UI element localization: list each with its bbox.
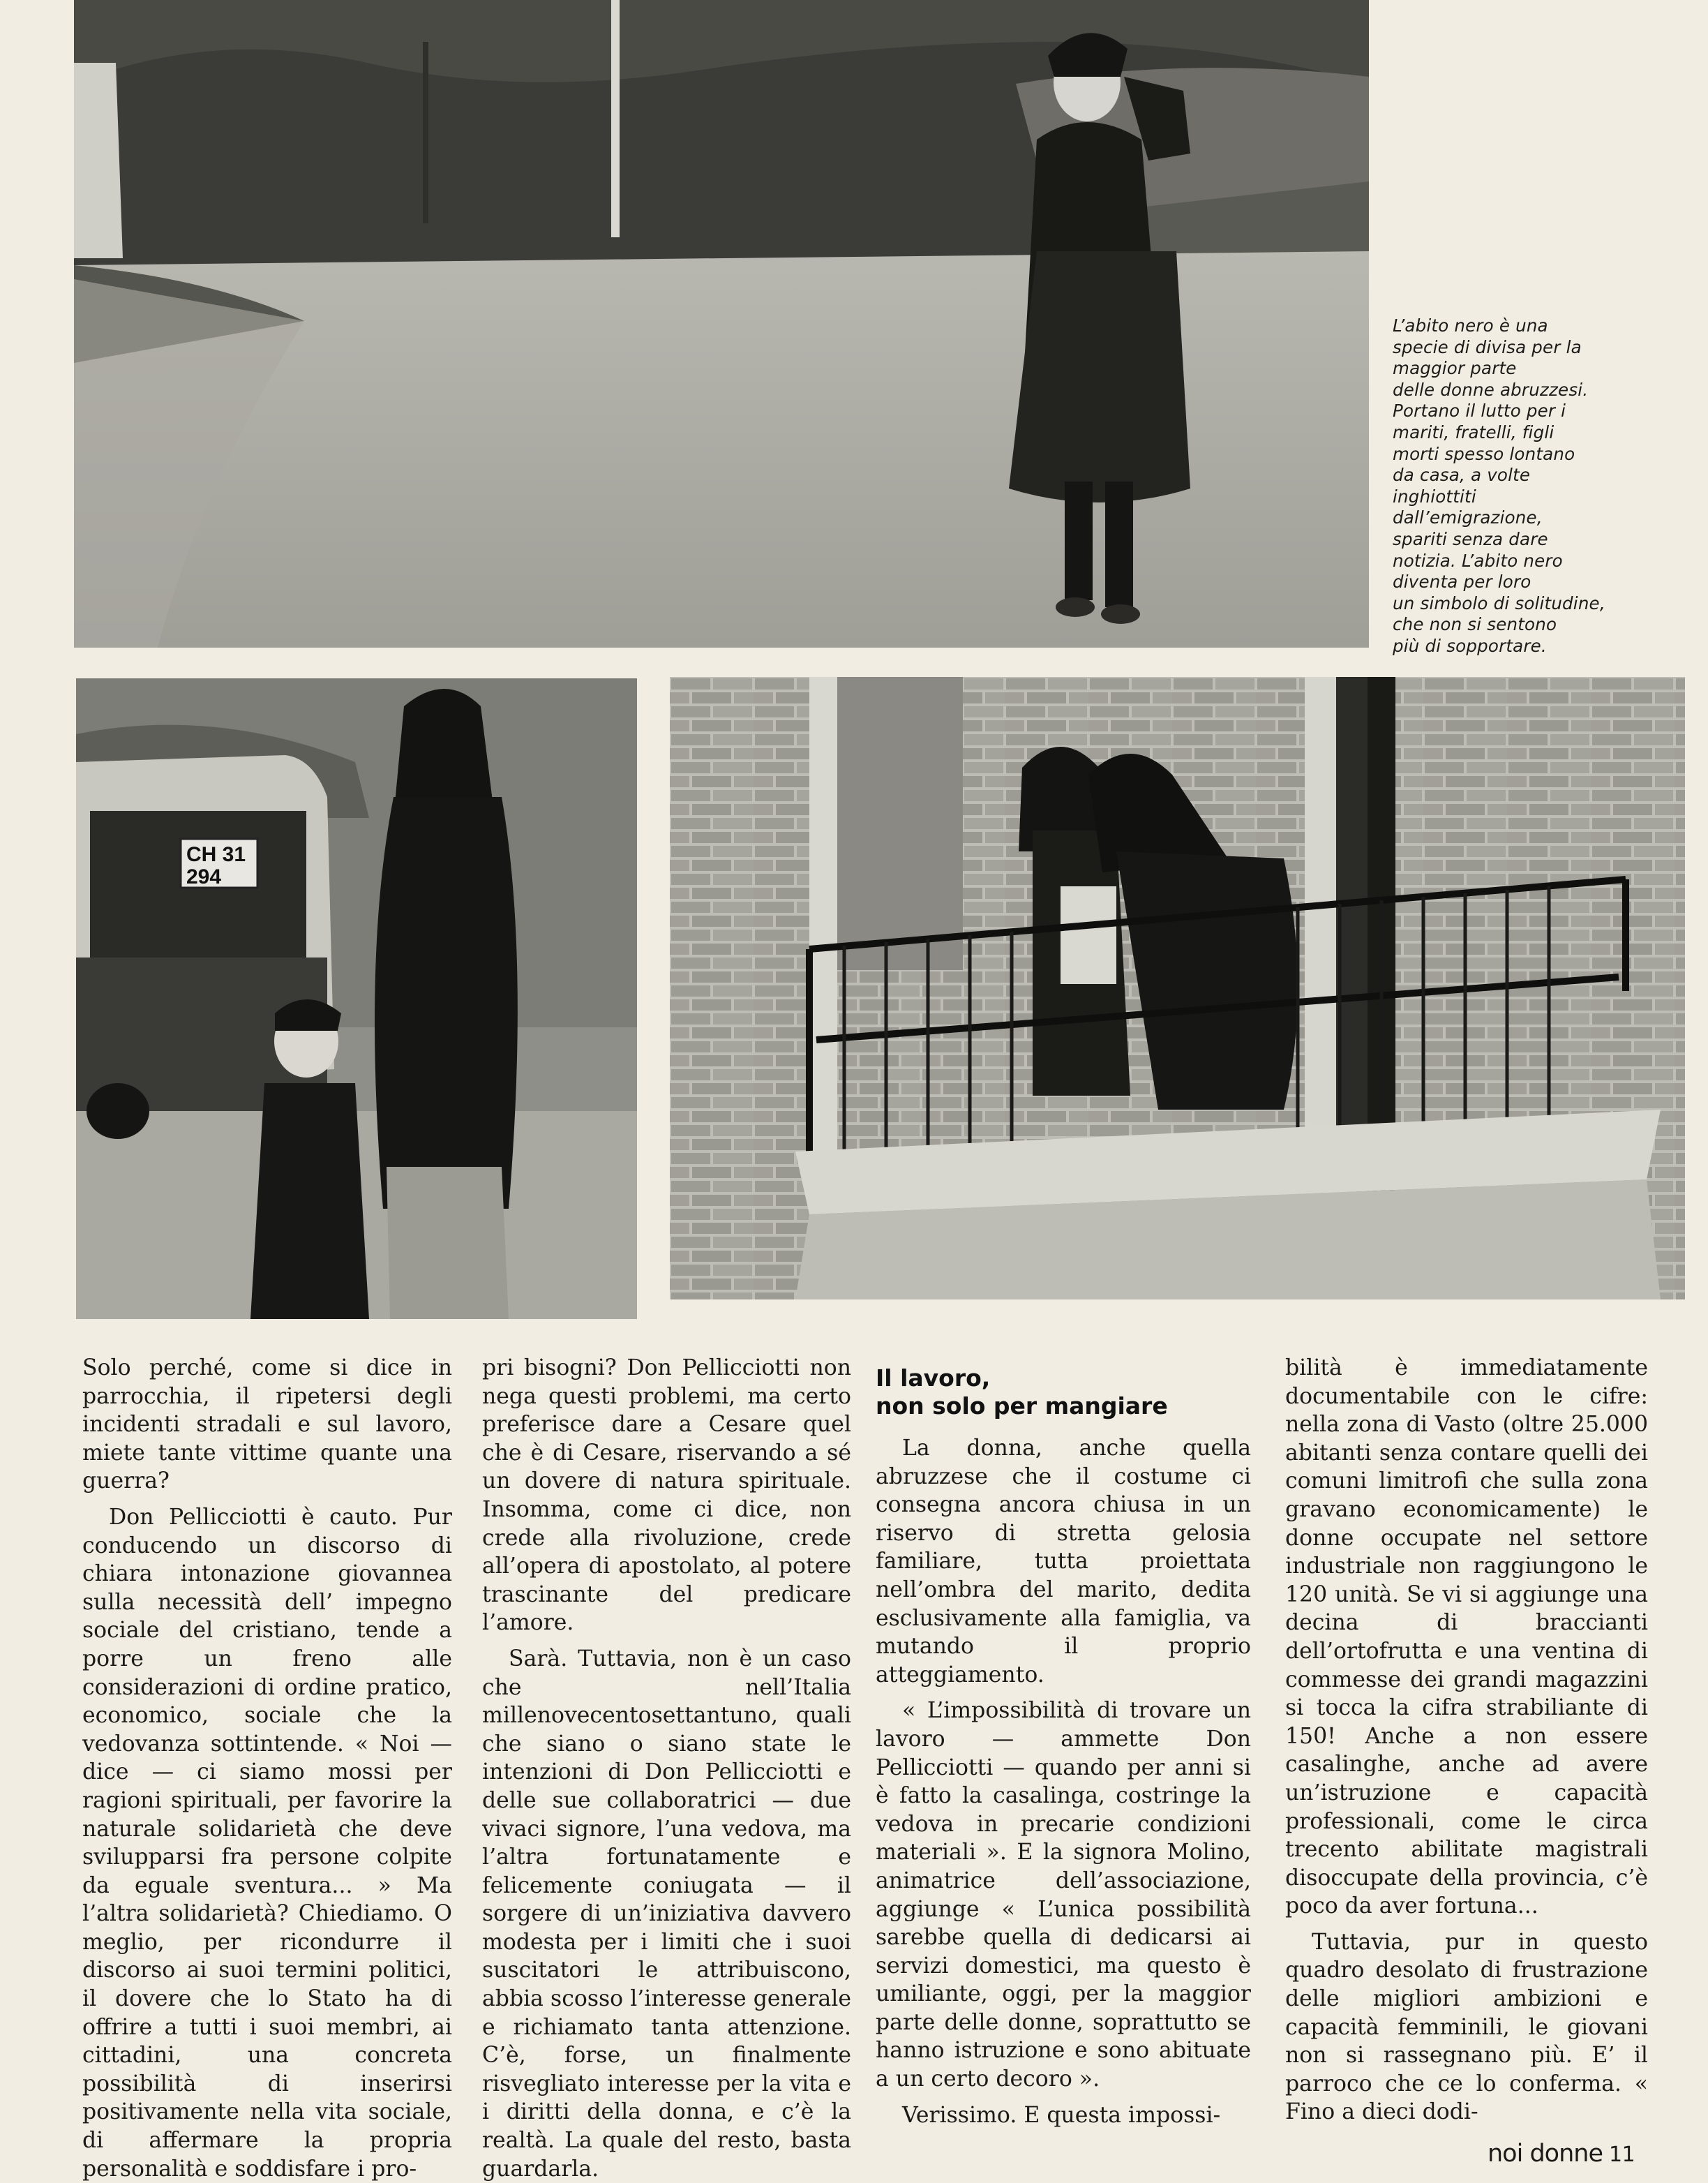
plate-line-1: CH 31 (186, 843, 246, 866)
text-column-4 (1285, 1354, 1648, 2125)
paragraph: pri bisogni? Don Pellicciotti non nega questi problemi, ma certo preferisce dare a Cesare quel che è di Cesare, riservando a sé un dovere di natura spirituale. Insomma, come ci dice, non crede alla rivoluzione, crede all’opera di apostolato, al potere trascinante del predicare l’amore. (482, 1355, 851, 1636)
paragraph: Don Pellicciotti è cauto. Pur conducendo un discorso di chiara intonazione giovannea sulla necessità dell’ impegno sociale del cristiano, tende a porre un freno alle considerazioni di ordine pratico, economico, sociale che la vedovanza sottintende. « Noi — dice — ci siamo mossi per ragioni spirituali, per favorire la naturale solidarietà che deve svilupparsi fra persone colpite da eguale sventura... » Ma l’altra solidarietà? Chiediamo. O meglio, per ricondurre il discorso ai suoi termini politici, il dovere che lo Stato ha di offrire a tutti i suoi membri, ai cittadini, una concreta possibilità di inserirsi positivamente nella vita sociale, di affermare la propria personalità e soddisfare i pro- (82, 1504, 452, 2182)
paragraph: bilità è immediatamente documentabile con le cifre: nella zona di Vasto (oltre 25.000 abitanti senza contare quelli dei comuni limitrofi che sulla zona gravano economicamente) le donne occupate nel settore industriale non raggiungono le 120 unità. Se vi si aggiunge una decina di braccianti dell’ortofrutta e una ventina di commesse dei grandi magazzini si tocca la cifra strabiliante di 150! Anche a non essere casalinghe, anche ad avere un’istruzione e capacità professionali, come le circa trecento abilitate magistrali disoccupate della provincia, c’è poco da aver fortuna... (1285, 1355, 1648, 1919)
text-column-1 (82, 1354, 452, 2182)
magazine-name: noi donne (1488, 2140, 1603, 2168)
paragraph: Solo perché, come si dice in parrocchia, il ripetersi degli incidenti stradali e sul lavoro, miete tante vittime quante una guerra? (82, 1355, 452, 1494)
photo-women-on-balcony (670, 677, 1685, 1299)
text-column-2 (482, 1354, 851, 2182)
section-heading-line-2: non solo per mangiare (876, 1392, 1168, 1420)
road-photo-image (74, 0, 1369, 648)
paragraph: Sarà. Tuttavia, non è un caso che nell’Italia millenovecentosettantuno, quali che siano o siano state le intenzioni di Don Pellicciotti e delle sue collaboratrici — due vivaci signore, l’una vedova, ma l’altra fortunatamente e felicemente coniugata — il sorgere di un’iniziativa davvero modesta per i limiti che i suoi suscitatori le attribuiscono, abbia scosso l’interesse generale e richiamato tanta attenzione. C’è, forse, un finalmente risvegliato interesse per la vita e i diritti della donna, e c’è la realtà. La quale del resto, basta guardarla. (482, 1646, 851, 2182)
paragraph: Verissimo. E questa impossi- (902, 2102, 1221, 2128)
photo-mother-and-child (76, 678, 637, 1319)
text-column-3 (876, 1354, 1251, 2128)
paragraph: Tuttavia, pur in questo quadro desolato di frustrazione delle migliori ambizioni e capacità femminili, le giovani non si rassegnano più. E’ il parroco che ce lo conferma. « Fino a dieci dodi- (1285, 1929, 1648, 2125)
section-heading-line-1: Il lavoro, (876, 1364, 991, 1392)
photo-caption: L’abito nero è una specie di divisa per la maggior parte delle donne abruzzesi. Portano il lutto per i mariti, fratelli, figli morti spesso lontano da casa, a volte inghiottiti dall’emigrazione, spariti senza dare notizia. L’abito nero diventa per loro un simbolo di solitudine, che non si sentono più di sopportare. (1393, 315, 1605, 656)
paragraph: La donna, anche quella abruzzese che il costume ci consegna ancora chiusa in un riservo di stretta gelosia familiare, tutta proiettata nell’ombra del marito, dedita esclusivamente alla famiglia, va mutando il proprio atteggiamento. (876, 1436, 1251, 1687)
page-number: 11 (1609, 2143, 1635, 2167)
photo-woman-on-road (74, 0, 1369, 648)
mother-photo-image (76, 678, 637, 1319)
plate-line-2: 294 (186, 865, 222, 888)
section-heading (876, 1364, 1251, 1420)
paragraph: « L’impossibilità di trovare un lavoro — ammette Don Pellicciotti — quando per anni si è fatto la casalinga, costringe la vedova in precarie condizioni materiali ». E la signora Molino, animatrice dell’associazione, aggiunge « L’unica possibilità sarebbe quella di dedicarsi ai servizi domestici, ma questo è umiliante, oggi, per la maggior parte delle donne, soprattutto se hanno istruzione e sono abituate a un certo decoro ». (876, 1698, 1251, 2092)
page-footer (1488, 2140, 1635, 2168)
balcony-photo-image (670, 677, 1685, 1299)
